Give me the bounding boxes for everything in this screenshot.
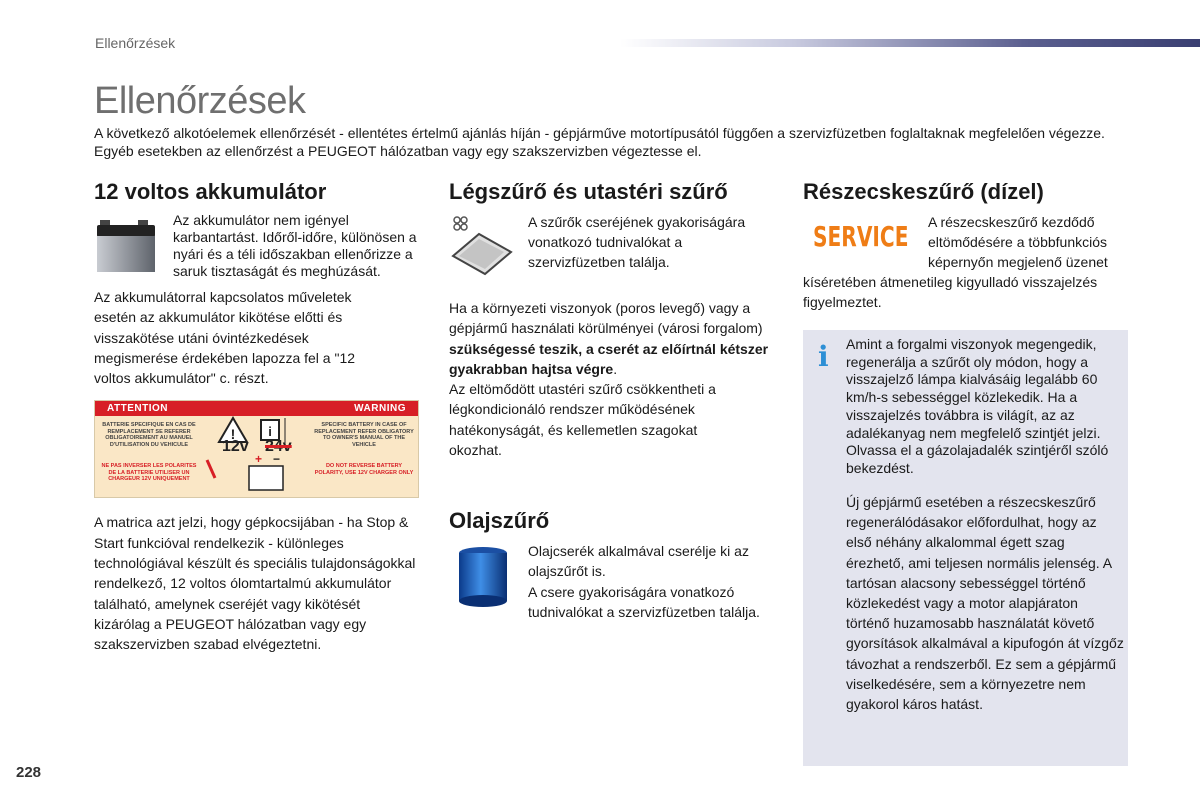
label-left-top: BATTERIE SPECIFIQUE EN CAS DE REMPLACEMENT SE REFERER OBLIGATOIREMENT AU MANUEL D'UTILISATION DU VEHICULE	[102, 422, 196, 448]
label-volt-ok: 12v	[222, 438, 249, 456]
svg-text:+: +	[255, 452, 263, 467]
oil-filter-icon	[455, 545, 511, 611]
battery-thumb-text: Az akkumulátor nem igényel karbantartást. Időről-időre, különösen a nyári és a téli időszakban ellenőrizze a saruk tisztaságát és meghúzását.	[173, 212, 417, 279]
battery-thumb-row	[94, 212, 424, 280]
oil-filter-text-1: Olajcserék alkalmával cserélje ki az olajszűrőt is.	[528, 543, 749, 580]
service-warning-icon: SERVICE	[813, 220, 909, 253]
air-filter-section	[449, 178, 779, 460]
air-filter-para-bold: szükségessé teszik, a cserét az előírtnál kétszer gyakrabban hajtsa végre	[449, 340, 769, 377]
oil-filter-thumb-text	[528, 541, 778, 622]
intro-paragraph-1: A következő alkotóelemek ellenőrzését - ellentétes értelmű ajánlás híján - gépjárműve motortípusától függően a szervizfüzetben foglaltaknak megfelelően végezze.	[94, 125, 1105, 141]
page-title: Ellenőrzések	[94, 80, 306, 122]
air-filter-heading: Légszűrő és utastéri szűrő	[449, 179, 728, 204]
attention-text: ATTENTION	[107, 403, 168, 415]
air-filter-para-start: Ha a környezeti viszonyok (poros levegő) vagy a gépjármű használati körülményei (városi forgalom)	[449, 300, 763, 337]
running-header: Ellenőrzések	[95, 35, 176, 51]
air-filter-paragraph-1	[449, 298, 771, 379]
label-right-bottom: DO NOT REVERSE BATTERY POLARITY, USE 12V CHARGER ONLY	[314, 463, 414, 476]
svg-text:i: i	[268, 424, 272, 440]
svg-text:−: −	[273, 452, 281, 467]
info-paragraph-1: Amint a forgalmi viszonyok megengedik, regenerálja a szűrőt oly módon, hogy a visszajelző lámpa kialvásáig legalább 60 km/h-s sebességgel közlekedik. Ha a visszajelzés továbbra is világít, az az adalékanyag nem megfelelő szintjét jelzi. Olvassa el a gázolajadalék szintjéről szóló bekezdést.	[846, 336, 1109, 476]
particle-filter-heading: Részecskeszűrő (dízel)	[803, 179, 1044, 204]
particle-filter-section	[803, 178, 1133, 313]
oil-filter-thumb-row	[449, 541, 779, 622]
header-gradient-bar	[620, 39, 1200, 47]
warning-label-header	[95, 401, 418, 416]
battery-paragraph-1: Az akkumulátorral kapcsolatos műveletek esetén az akkumulátor kikötése előtti és visszakötése utáni óvintézkedések megismerése érdekében lapozza fel a "12 voltos akkumulátor" c. részt.	[94, 289, 356, 387]
battery-section	[94, 178, 424, 655]
particle-filter-paragraph: kíséretében átmenetileg kigyulladó visszajelzés figyelmeztet.	[803, 274, 1098, 311]
label-volt-bad: 24v	[265, 438, 292, 456]
particle-filter-thumb-row	[803, 212, 1133, 272]
oil-filter-text-2: A csere gyakoriságára vonatkozó tudnivalókat a szervizfüzetben találja.	[528, 583, 760, 620]
battery-icon	[94, 216, 158, 276]
air-filter-paragraph-2: Az eltömődött utastéri szűrő csökkentheti a légkondicionáló rendszer működésének hatékonyságát, és kellemetlen szagokat okozhat.	[449, 381, 716, 459]
air-filter-thumb-text: A szűrők cseréjének gyakoriságára vonatkozó tudnivalókat a szervizfüzetben találja.	[528, 214, 746, 270]
warning-pictogram-icon	[203, 416, 313, 498]
air-filter-para-end: .	[613, 360, 618, 377]
label-left-bottom: NE PAS INVERSER LES POLARITES DE LA BATTERIE UTILISER UN CHARGEUR 12V UNIQUEMENT	[101, 463, 197, 483]
warning-text: WARNING	[354, 403, 406, 415]
battery-heading: 12 voltos akkumulátor	[94, 179, 327, 204]
page-number: 228	[16, 764, 42, 781]
battery-paragraph-2: A matrica azt jelzi, hogy gépkocsijában - ha Stop & Start funkcióval rendelkezik - különleges technológiával készült és speciális tulajdonságokkal rendelkező, 12 voltos ólomtartalmú akkumulátor található, amelynek cseréjét vagy kikötését kizárólag a PEUGEOT hálózatban vagy egy szakszervizben szabad elvégeztetni.	[94, 514, 416, 653]
intro-paragraph-2: Egyéb esetekben az ellenőrzést a PEUGEOT hálózatban vagy egy szakszervizben végeztesse el.	[94, 143, 702, 159]
oil-filter-section	[449, 507, 779, 622]
label-right-top: SPECIFIC BATTERY IN CASE OF REPLACEMENT REFER OBLIGATORY TO OWNER'S MANUAL OF THE VEHICLE	[314, 422, 414, 448]
air-filter-icon	[449, 212, 515, 276]
svg-text:!: !	[230, 426, 236, 443]
particle-filter-thumb-text: A részecskeszűrő kezdődő eltömődésére a többfunkciós képernyőn megjelenő üzenet	[928, 214, 1108, 270]
info-paragraph-2: Új gépjármű esetében a részecskeszűrő regenerálódásakor előfordulhat, hogy az első néhány alkalommal égett szag érezhető, ami teljesen normális jelenség. A tartósan alacsony sebességgel történő közlekedést vagy a motor alapjáraton történő huzamosabb használatát követő gyorsítások alkalmával a kipufogón át vízgőz távozhat a rendszerből. Ez sem a gépjármű viselkedésére, sem a környezetre nem gyakorol káros hatást.	[846, 494, 1124, 713]
info-box	[803, 330, 1128, 766]
air-filter-thumb-row	[449, 212, 779, 272]
oil-filter-heading: Olajszűrő	[449, 508, 550, 533]
intro-text	[94, 124, 1144, 160]
info-icon: i	[818, 340, 829, 373]
battery-warning-label	[94, 400, 419, 498]
